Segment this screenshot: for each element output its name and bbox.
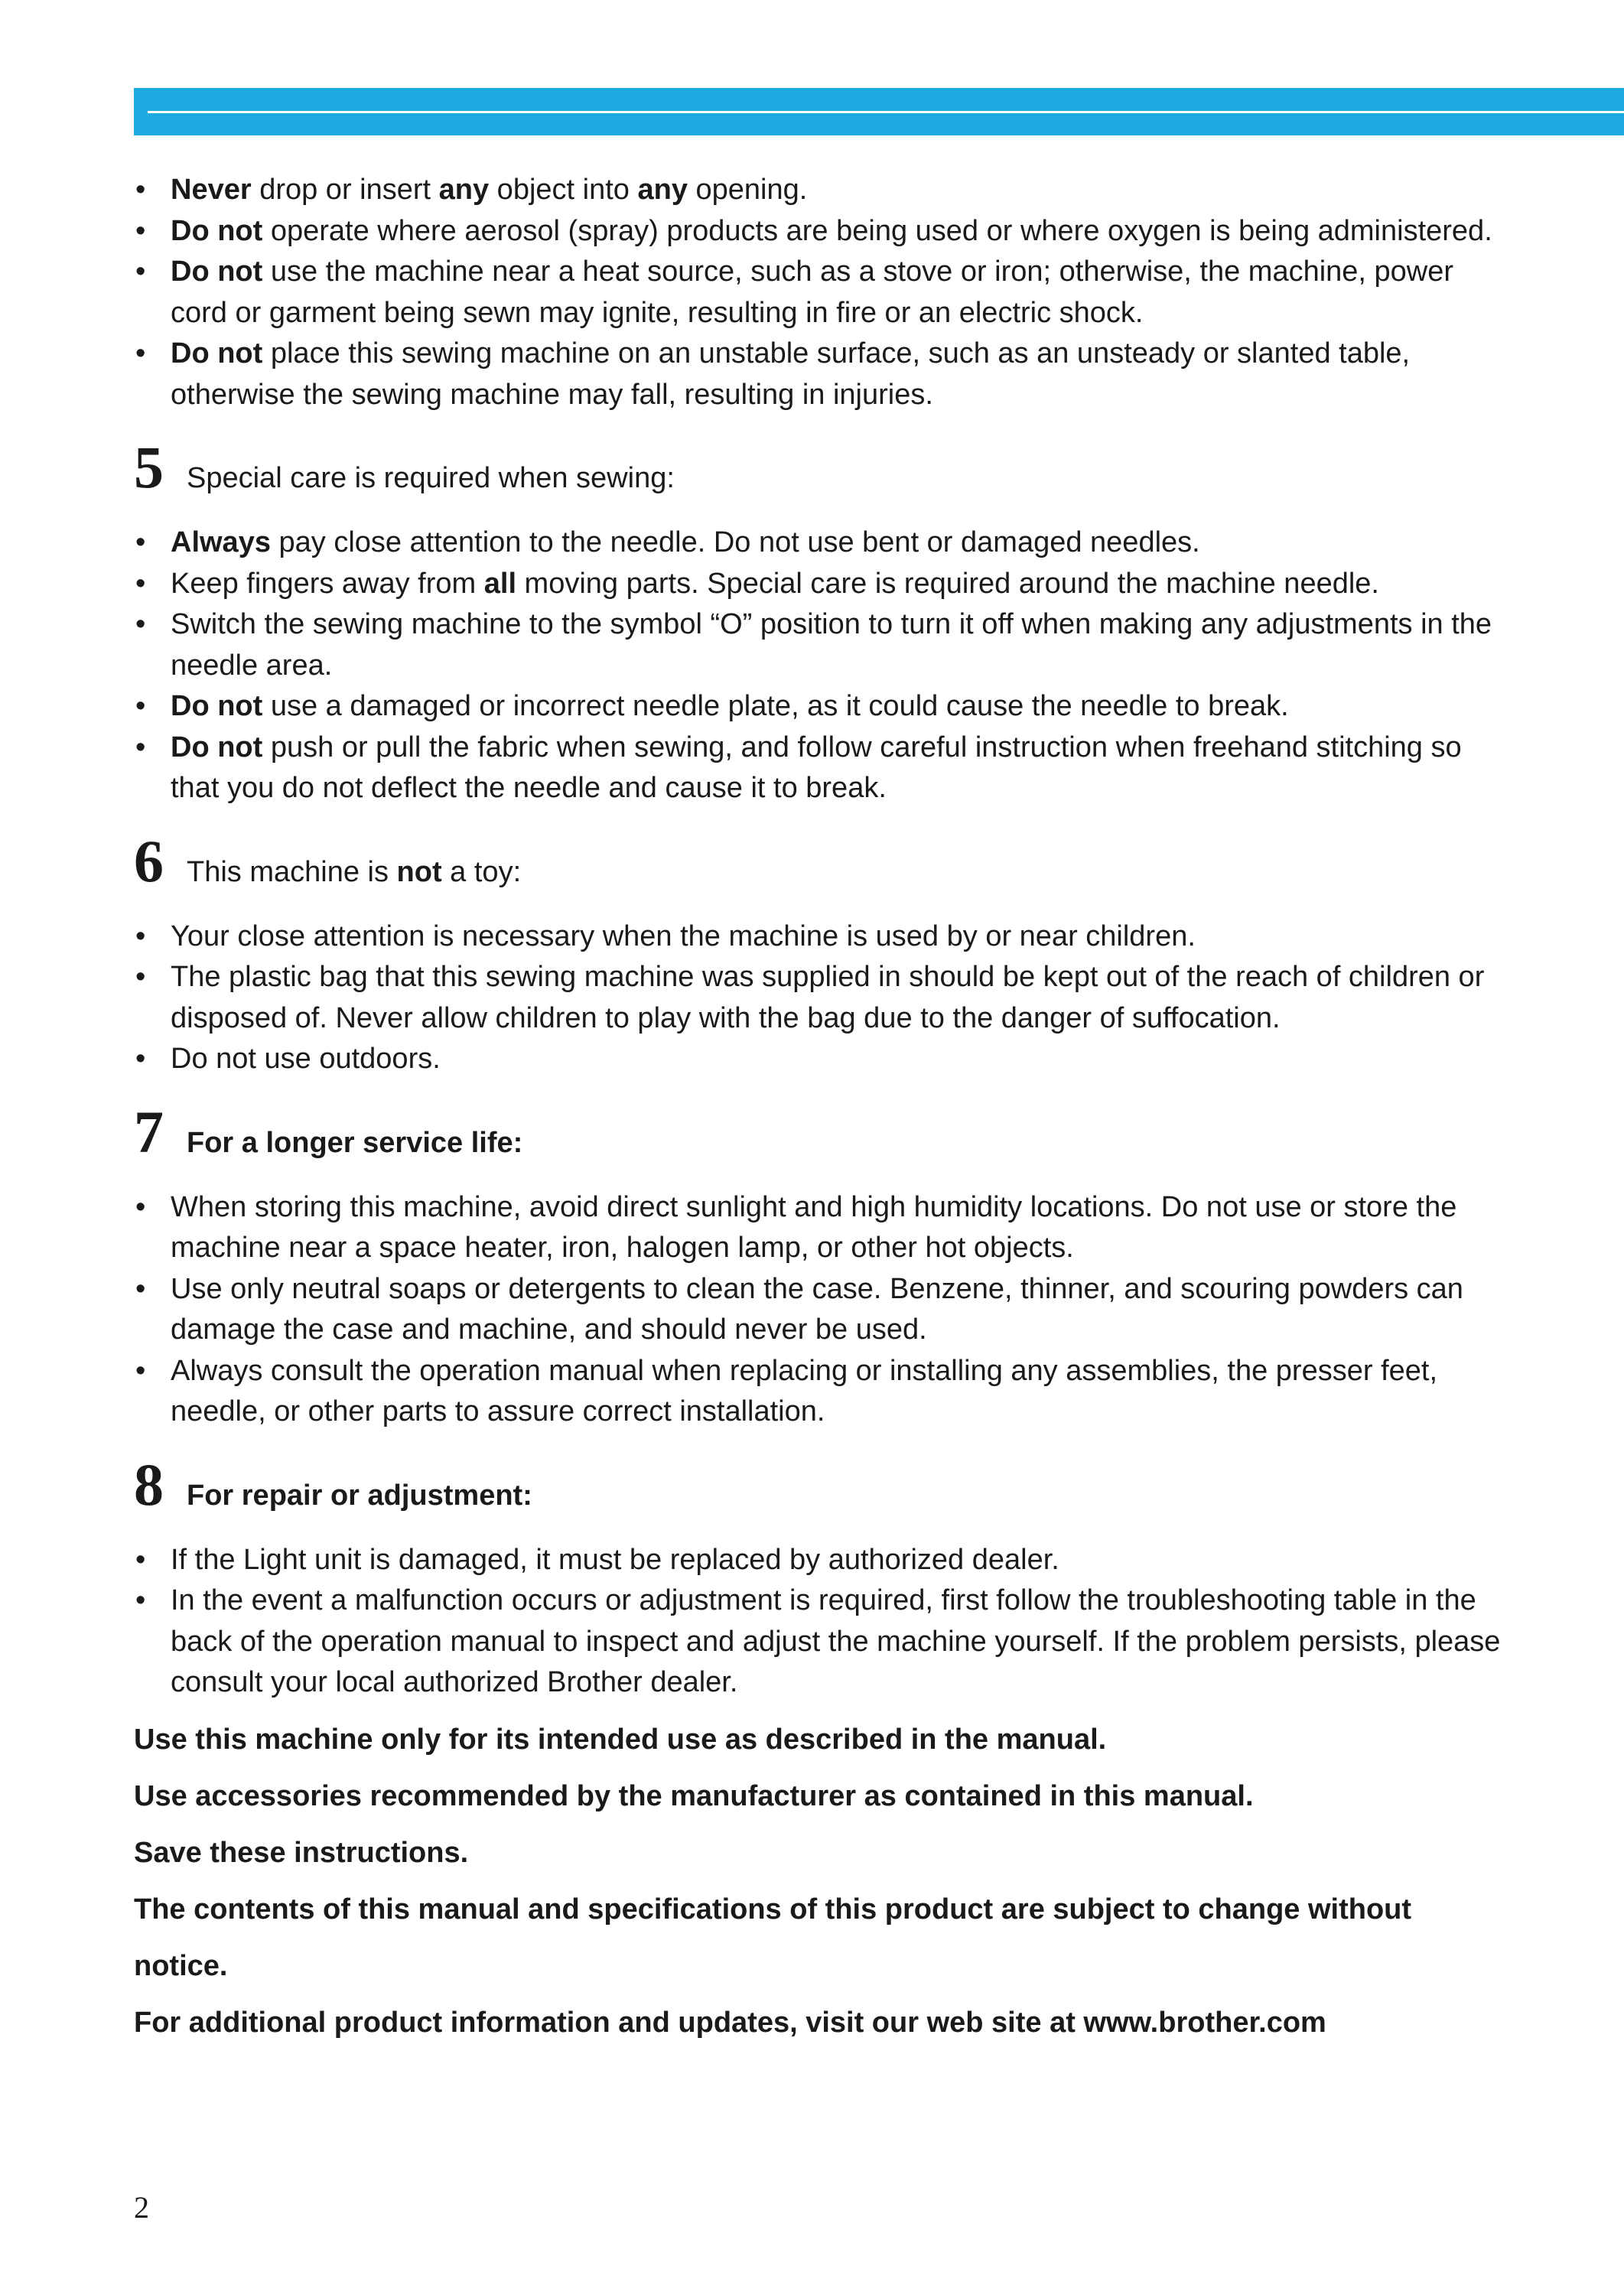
section-title: Special care is required when sewing: xyxy=(187,462,675,494)
list-item: • Always consult the operation manual when replacing or installing any assemblies, the presser feet, needle, or other parts to assure correct installation. xyxy=(134,1351,1503,1433)
section-number: 5 xyxy=(134,434,164,500)
section-number: 7 xyxy=(134,1098,164,1165)
page-content xyxy=(134,170,1503,2051)
section-heading xyxy=(134,1450,1503,1518)
section-number: 8 xyxy=(134,1450,164,1518)
section-heading xyxy=(134,1098,1503,1165)
notice-website: For additional product information and updates, visit our web site at www.brother.com xyxy=(134,2006,1326,2039)
header-rule xyxy=(148,111,1624,113)
list-item: • Your close attention is necessary when the machine is used by or near children. xyxy=(134,916,1503,958)
notice-specifications: The contents of this manual and specifications of this product are subject to change without notice. xyxy=(134,1893,1412,1982)
list-item: • Do not operate where aerosol (spray) products are being used or where oxygen is being administered. xyxy=(134,211,1503,252)
list-item: • Do not use the machine near a heat source, such as a stove or iron; otherwise, the machine, power cord or garment being sewn may ignite, resulting in fire or an electric shock. xyxy=(134,252,1503,334)
section-title: For a longer service life: xyxy=(187,1126,523,1159)
section-number: 6 xyxy=(134,827,164,894)
section-bullet-list xyxy=(134,916,1503,1080)
list-item: • Do not place this sewing machine on an unstable surface, such as an unsteady or slanted table, otherwise the sewing machine may fall, resulting in injuries. xyxy=(134,334,1503,415)
notice-block xyxy=(134,1711,1503,2051)
section-heading xyxy=(134,827,1503,894)
section-heading xyxy=(134,434,1503,500)
header-bar xyxy=(134,88,1624,135)
section-bullet-list xyxy=(134,1187,1503,1433)
list-item: • Use only neutral soaps or detergents to clean the case. Benzene, thinner, and scouring powders can damage the case and machine, and should never be used. xyxy=(134,1269,1503,1351)
section-title: This machine is not a toy: xyxy=(187,855,522,888)
list-item: • In the event a malfunction occurs or adjustment is required, first follow the troubleshooting table in the back of the operation manual to inspect and adjust the machine yourself. If the problem persists, please consult your local authorized Brother dealer. xyxy=(134,1580,1503,1704)
list-item: • Never drop or insert any object into any opening. xyxy=(134,170,1503,211)
list-item: • Always pay close attention to the needle. Do not use bent or damaged needles. xyxy=(134,522,1503,564)
list-item: • Do not use a damaged or incorrect needle plate, as it could cause the needle to break. xyxy=(134,686,1503,728)
list-item: • Do not push or pull the fabric when sewing, and follow careful instruction when freehand stitching so that you do not deflect the needle and cause it to break. xyxy=(134,728,1503,809)
notice-save-instructions: Save these instructions. xyxy=(134,1836,469,1869)
section-title: For repair or adjustment: xyxy=(187,1479,532,1512)
list-item: • When storing this machine, avoid direct sunlight and high humidity locations. Do not use or store the machine near a space heater, iron, halogen lamp, or other hot objects. xyxy=(134,1187,1503,1269)
list-item: • Keep fingers away from all moving parts. Special care is required around the machine needle. xyxy=(134,564,1503,605)
section-bullet-list xyxy=(134,522,1503,809)
notice-intended-use: Use this machine only for its intended use as described in the manual. xyxy=(134,1723,1107,1756)
notice-accessories: Use accessories recommended by the manufacturer as contained in this manual. xyxy=(134,1779,1254,1812)
list-item: • Do not use outdoors. xyxy=(134,1039,1503,1080)
page-number: 2 xyxy=(134,2190,149,2225)
section-bullet-list xyxy=(134,1540,1503,1704)
list-item: • The plastic bag that this sewing machine was supplied in should be kept out of the reach of children or disposed of. Never allow children to play with the bag due to the danger of suffocation. xyxy=(134,957,1503,1039)
list-item: • Switch the sewing machine to the symbol “O” position to turn it off when making any adjustments in the needle area. xyxy=(134,604,1503,686)
intro-bullet-list xyxy=(134,170,1503,415)
list-item: • If the Light unit is damaged, it must be replaced by authorized dealer. xyxy=(134,1540,1503,1581)
